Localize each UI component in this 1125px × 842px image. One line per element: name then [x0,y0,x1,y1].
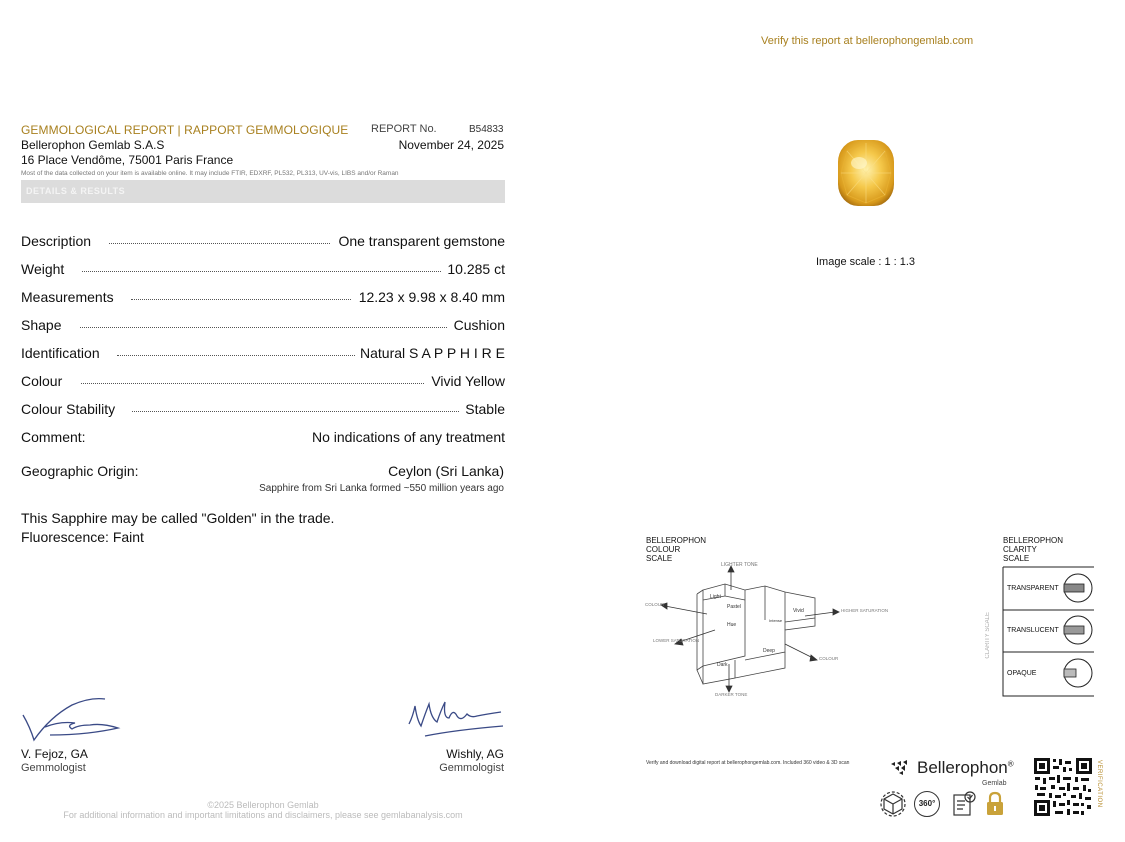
detail-value: No indications of any treatment [312,429,505,445]
detail-row-comment [21,429,505,447]
gemstone-image [835,137,897,209]
verify-report-link[interactable]: Verify this report at bellerophongemlab.com [761,35,974,47]
details-results-label: DETAILS & RESULTS [26,186,126,196]
clarity-level-translucent: TRANSLUCENT [1007,627,1059,634]
colour-scale-title-line: BELLEROPHON [646,536,707,545]
colour-right-label: COLOUR [819,656,839,661]
detail-row-colour [21,373,505,391]
leader-dots [109,243,330,244]
brand-name-text: Bellerophon [917,758,1008,777]
signature-wishly [405,696,505,744]
leader-dots [81,383,424,384]
clarity-scale-title-line: CLARITY [1003,545,1037,554]
report-date: November 24, 2025 [398,138,504,152]
leader-dots [132,411,459,412]
image-scale: Image scale : 1 : 1.3 [816,256,916,268]
report-number: B54833 [469,124,504,135]
trade-note: This Sapphire may be called "Golden" in the trade. [21,510,335,526]
clarity-scale-axis-label: CLARITY SCALE [985,612,991,659]
report-number-label: REPORT No. [371,123,437,135]
lower-saturation-label: LOWER SATURATION [653,638,700,643]
detail-label: Weight [21,261,65,277]
verification-vertical-label: VERIFICATION [1096,760,1102,808]
qr-code[interactable] [1033,757,1093,817]
report-title: GEMMOLOGICAL REPORT | RAPPORT GEMMOLOGIQUE [21,123,349,137]
pastel-label: Pastel [727,604,741,610]
origin-label: Geographic Origin: [21,463,139,479]
signature-fejoz [20,695,125,743]
lighter-tone-label: LIGHTER TONE [721,562,758,568]
company-address: 16 Place Vendôme, 75001 Paris France [21,153,234,167]
details-results-bar [21,180,505,203]
detail-value: Stable [465,401,505,417]
darker-tone-label: DARKER TONE [715,692,748,697]
hue-label: Hue [727,622,737,628]
detail-value: 12.23 x 9.98 x 8.40 mm [358,289,505,305]
fluorescence: Fluorescence: Faint [21,529,144,545]
signer-1-role: Gemmologist [21,762,86,774]
clarity-scale-title-line: BELLEROPHON [1003,536,1064,545]
colour-scale-title [646,536,706,563]
light-label: Light [710,594,721,600]
leader-dots [82,271,441,272]
higher-saturation-label: HIGHER SATURATION [841,608,889,613]
certificate-check-icon[interactable] [951,790,977,818]
clarity-scale-title-line: SCALE [1003,554,1030,563]
brand-sub: Gemlab [982,780,1007,787]
detail-label: Colour [21,373,63,389]
detail-label: Shape [21,317,62,333]
detail-row-measurements [21,289,505,307]
leader-dots [131,299,351,300]
colour-scale-title-line: COLOUR [646,545,681,554]
3d-scan-icon[interactable] [879,790,907,818]
leader-dots [117,355,355,356]
bellerophon-logo-icon [889,760,915,776]
brand-name [917,758,1014,778]
clarity-scale-title [1003,536,1063,563]
lock-icon [984,790,1006,818]
brand-registered: ® [1007,759,1014,769]
detail-label: Colour Stability [21,401,116,417]
detail-label: Comment: [21,429,86,445]
colour-left-label: COLOUR [645,602,665,607]
detail-value: One transparent gemstone [338,233,505,249]
leader-dots [80,327,447,328]
dark-label: Dark [717,662,728,668]
colour-scale-diagram [645,560,889,700]
footer-copyright: ©2025 Bellerophon Gemlab [207,800,319,810]
company-name: Bellerophon Gemlab S.A.S [21,138,165,152]
detail-row-weight [21,261,505,279]
origin-note: Sapphire from Sri Lanka formed ~550 million years ago [259,483,504,494]
signer-2-role: Gemmologist [439,762,504,774]
signer-2-name: Wishly, AG [446,747,504,761]
signer-1-name: V. Fejoz, GA [21,747,88,761]
detail-row-shape [21,317,505,335]
data-note: Most of the data collected on your item is available online. It may include FTIR, EDXRF, PL532, PL313, UV-vis, LIBS and/or Raman [21,170,399,177]
clarity-scale-diagram [1002,566,1096,698]
origin-value: Ceylon (Sri Lanka) [388,463,504,479]
detail-row-identification [21,345,505,363]
intense-label: Intense [769,618,783,623]
detail-value: 10.285 ct [447,261,505,277]
detail-value: Natural S A P P H I R E [360,345,505,361]
detail-label: Identification [21,345,100,361]
digital-report-note: Verify and download digital report at bellerophongemlab.com. Included 360 video & 3D scan [646,760,850,766]
clarity-level-transparent: TRANSPARENT [1007,585,1059,592]
360-video-icon[interactable]: 360° [914,791,940,817]
clarity-level-opaque: OPAQUE [1007,670,1037,677]
detail-row-description [21,233,505,251]
detail-row-colour-stability [21,401,505,419]
colour-scale-title-line: SCALE [646,554,673,563]
deep-label: Deep [763,648,775,654]
detail-value: Cushion [453,317,505,333]
footer-disclaimer: For additional information and important limitations and disclaimers, please see gemlabanalysis.com [63,810,463,820]
detail-label: Description [21,233,92,249]
vivid-label: Vivid [793,608,804,614]
detail-value: Vivid Yellow [431,373,505,389]
detail-label: Measurements [21,289,114,305]
